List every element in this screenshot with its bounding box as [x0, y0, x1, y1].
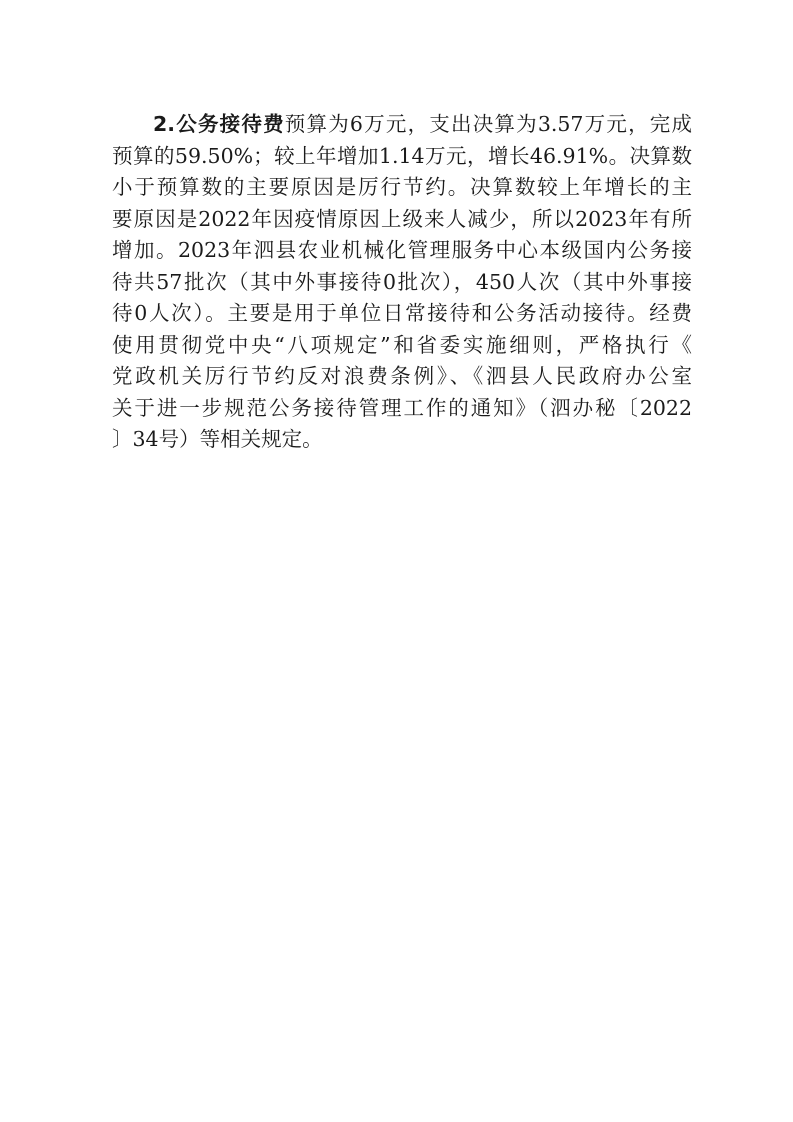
line-text: 预算为6万元，支出决算为3.57万元，完成 [284, 112, 692, 136]
paragraph-line-7: 待0人次）。主要是用于单位日常接待和公务活动接待。经费 [112, 301, 692, 325]
paragraph-line-8: 使用贯彻党中央“八项规定”和省委实施细则，严格执行《 [112, 332, 692, 357]
paragraph-line-11: 〕34号）等相关规定。 [112, 427, 323, 451]
paragraph-line-2: 预算的59.50%；较上年增加1.14万元，增长46.91%。决算数 [112, 143, 692, 168]
paragraph-line-6: 待共57批次（其中外事接待0批次），450人次（其中外事接 [112, 269, 692, 294]
paragraph-line-4: 要原因是2022年因疫情原因上级来人减少，所以2023年有所 [112, 206, 692, 231]
paragraph-line-1 [112, 109, 692, 141]
paragraph-line-3: 小于预算数的主要原因是厉行节约。决算数较上年增长的主 [112, 175, 692, 199]
paragraph-line-5: 增加。2023年泗县农业机械化管理服务中心本级国内公务接 [112, 238, 692, 262]
paragraph-line-9: 党政机关厉行节约反对浪费条例》、《泗县人民政府办公室 [112, 364, 692, 388]
section-heading: 2.公务接待费 [153, 112, 285, 136]
paragraph-line-10: 关于进一步规范公务接待管理工作的通知》（泗办秘〔2022 [112, 395, 692, 420]
paragraph-reception-expenses [112, 109, 692, 456]
